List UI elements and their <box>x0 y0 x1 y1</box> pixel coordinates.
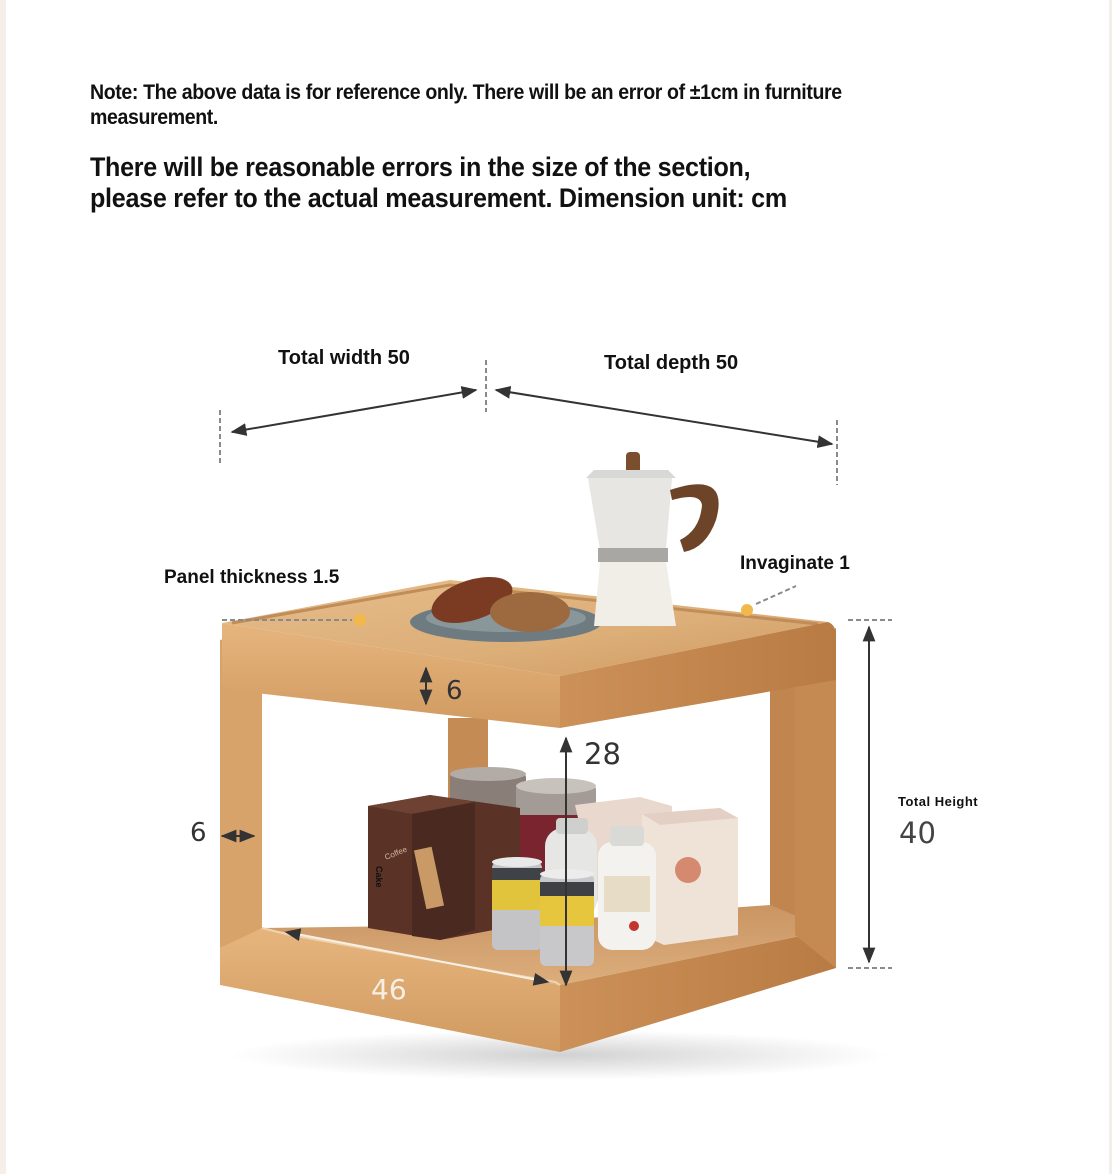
section-note-line-2: please refer to the actual measurement. Dimension unit: cm <box>90 183 787 213</box>
section-note-line-1: There will be reasonable errors in the size of the section, <box>90 152 751 182</box>
shelf-clearance-value: 28 <box>584 737 621 771</box>
invaginate-label: Invaginate 1 <box>740 553 850 574</box>
reference-note: Note: The above data is for reference only. There will be an error of ±1cm in furniture measurement. <box>90 81 842 129</box>
inner-width-value: 46 <box>371 973 407 1006</box>
depth-arrow <box>496 390 832 444</box>
total-depth-label: Total depth 50 <box>604 352 739 374</box>
width-arrow <box>232 390 476 432</box>
total-width-label: Total width 50 <box>278 347 410 369</box>
coffee-box-text: Coffee <box>383 844 409 862</box>
invaginate-marker <box>741 604 753 616</box>
cake-box-text: Cake <box>374 866 384 888</box>
total-height-label: Total Height <box>898 794 979 809</box>
total-height-value: 40 <box>899 816 936 850</box>
moka-pot <box>586 452 719 626</box>
apron-height-value: 6 <box>446 676 463 706</box>
leg-width-value: 6 <box>190 818 207 848</box>
panel-thickness-marker <box>354 614 366 626</box>
panel-thickness-label: Panel thickness 1.5 <box>164 567 340 588</box>
